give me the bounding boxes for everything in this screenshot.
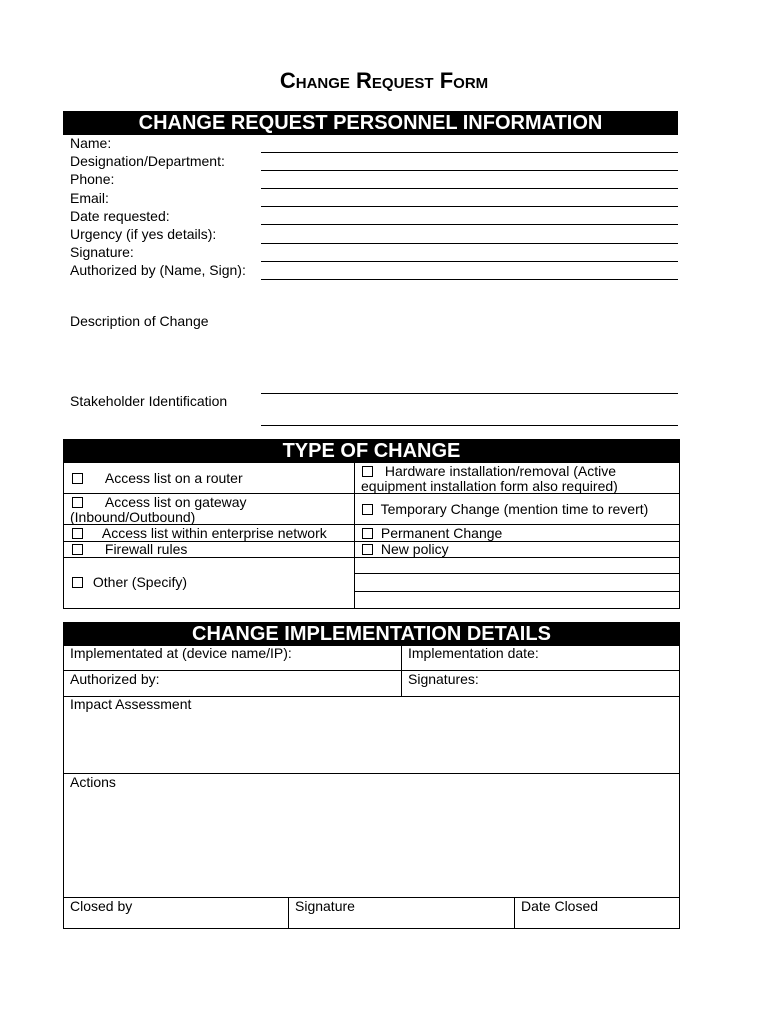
option-hardware-label: Hardware installation/removal (Active: [384, 463, 616, 479]
checkbox-permanent[interactable]: [362, 528, 373, 539]
email-field-line[interactable]: [261, 206, 678, 207]
stakeholder-field-line-2[interactable]: [261, 425, 678, 426]
type-of-change-header: TYPE OF CHANGE: [64, 440, 679, 463]
option-new-policy-label: New policy: [380, 541, 449, 557]
designation-field-line[interactable]: [261, 170, 678, 171]
checkbox-new-policy[interactable]: [362, 544, 373, 555]
closing-col-divider-1: [288, 897, 289, 929]
option-router-acl-label: Access list on a router: [104, 470, 243, 486]
implementation-date-label: Implementation date:: [408, 645, 539, 661]
impl-row-line-4: [63, 773, 680, 774]
option-other-label: Other (Specify): [92, 574, 188, 590]
phone-field-line[interactable]: [261, 188, 678, 189]
impl-col-divider: [401, 645, 402, 696]
checkbox-enterprise-acl[interactable]: [72, 528, 83, 539]
implementation-section-header: CHANGE IMPLEMENTATION DETAILS: [64, 623, 679, 645]
other-spec-line-2[interactable]: [354, 591, 680, 592]
type-col-divider: [354, 463, 355, 609]
option-router-acl[interactable]: [72, 469, 243, 487]
option-temporary-label: Temporary Change (mention time to revert): [380, 501, 649, 517]
impact-assessment-label: Impact Assessment: [70, 696, 192, 712]
urgency-label: Urgency (if yes details):: [70, 226, 217, 242]
closed-by-label: Closed by: [70, 898, 133, 914]
option-new-policy[interactable]: [362, 540, 449, 558]
date-requested-field-line[interactable]: [261, 224, 678, 225]
checkbox-router-acl[interactable]: [72, 473, 83, 484]
actions-label: Actions: [70, 774, 116, 790]
checkbox-temporary[interactable]: [362, 504, 373, 515]
option-other[interactable]: [72, 573, 187, 591]
signature-label: Signature:: [70, 244, 134, 260]
signature-field-line[interactable]: [261, 261, 678, 262]
email-label: Email:: [70, 190, 109, 206]
option-gateway-acl-label: Access list on gateway: [104, 494, 247, 510]
option-gateway-acl-label-cont: (Inbound/Outbound): [70, 509, 196, 525]
signatures-label: Signatures:: [408, 671, 479, 687]
implementation-table: [63, 622, 680, 929]
phone-label: Phone:: [70, 171, 115, 187]
date-closed-label: Date Closed: [521, 898, 599, 914]
description-label: Description of Change: [70, 313, 209, 329]
authorized-by-label: Authorized by (Name, Sign):: [70, 262, 246, 278]
name-label: Name:: [70, 135, 112, 151]
implemented-at-label: Implementated at (device name/IP):: [70, 645, 292, 661]
date-requested-label: Date requested:: [70, 208, 170, 224]
option-enterprise-acl-label: Access list within enterprise network: [101, 525, 327, 541]
checkbox-gateway-acl[interactable]: [72, 497, 83, 508]
personnel-section-header: CHANGE REQUEST PERSONNEL INFORMATION: [63, 111, 678, 135]
option-firewall-rules[interactable]: [72, 540, 187, 558]
checkbox-firewall-rules[interactable]: [72, 544, 83, 555]
option-hardware-label-cont: equipment installation form also required): [361, 478, 618, 494]
checkbox-hardware[interactable]: [362, 466, 373, 477]
authorized-by-field-line[interactable]: [261, 279, 678, 280]
name-field-line[interactable]: [261, 152, 678, 153]
urgency-field-line[interactable]: [261, 243, 678, 244]
page-title: Change Request Form: [279, 68, 489, 93]
closing-col-divider-2: [514, 897, 515, 929]
closing-signature-label: Signature: [295, 898, 355, 914]
option-permanent-label: Permanent Change: [380, 525, 503, 541]
impl-authorized-by-label: Authorized by:: [70, 671, 160, 687]
option-firewall-rules-label: Firewall rules: [104, 541, 188, 557]
other-spec-line-1[interactable]: [354, 573, 680, 574]
checkbox-other[interactable]: [72, 577, 83, 588]
designation-label: Designation/Department:: [70, 153, 225, 169]
stakeholder-label: Stakeholder Identification: [70, 393, 228, 409]
stakeholder-field-line-1[interactable]: [261, 393, 678, 394]
option-temporary[interactable]: [362, 500, 648, 518]
